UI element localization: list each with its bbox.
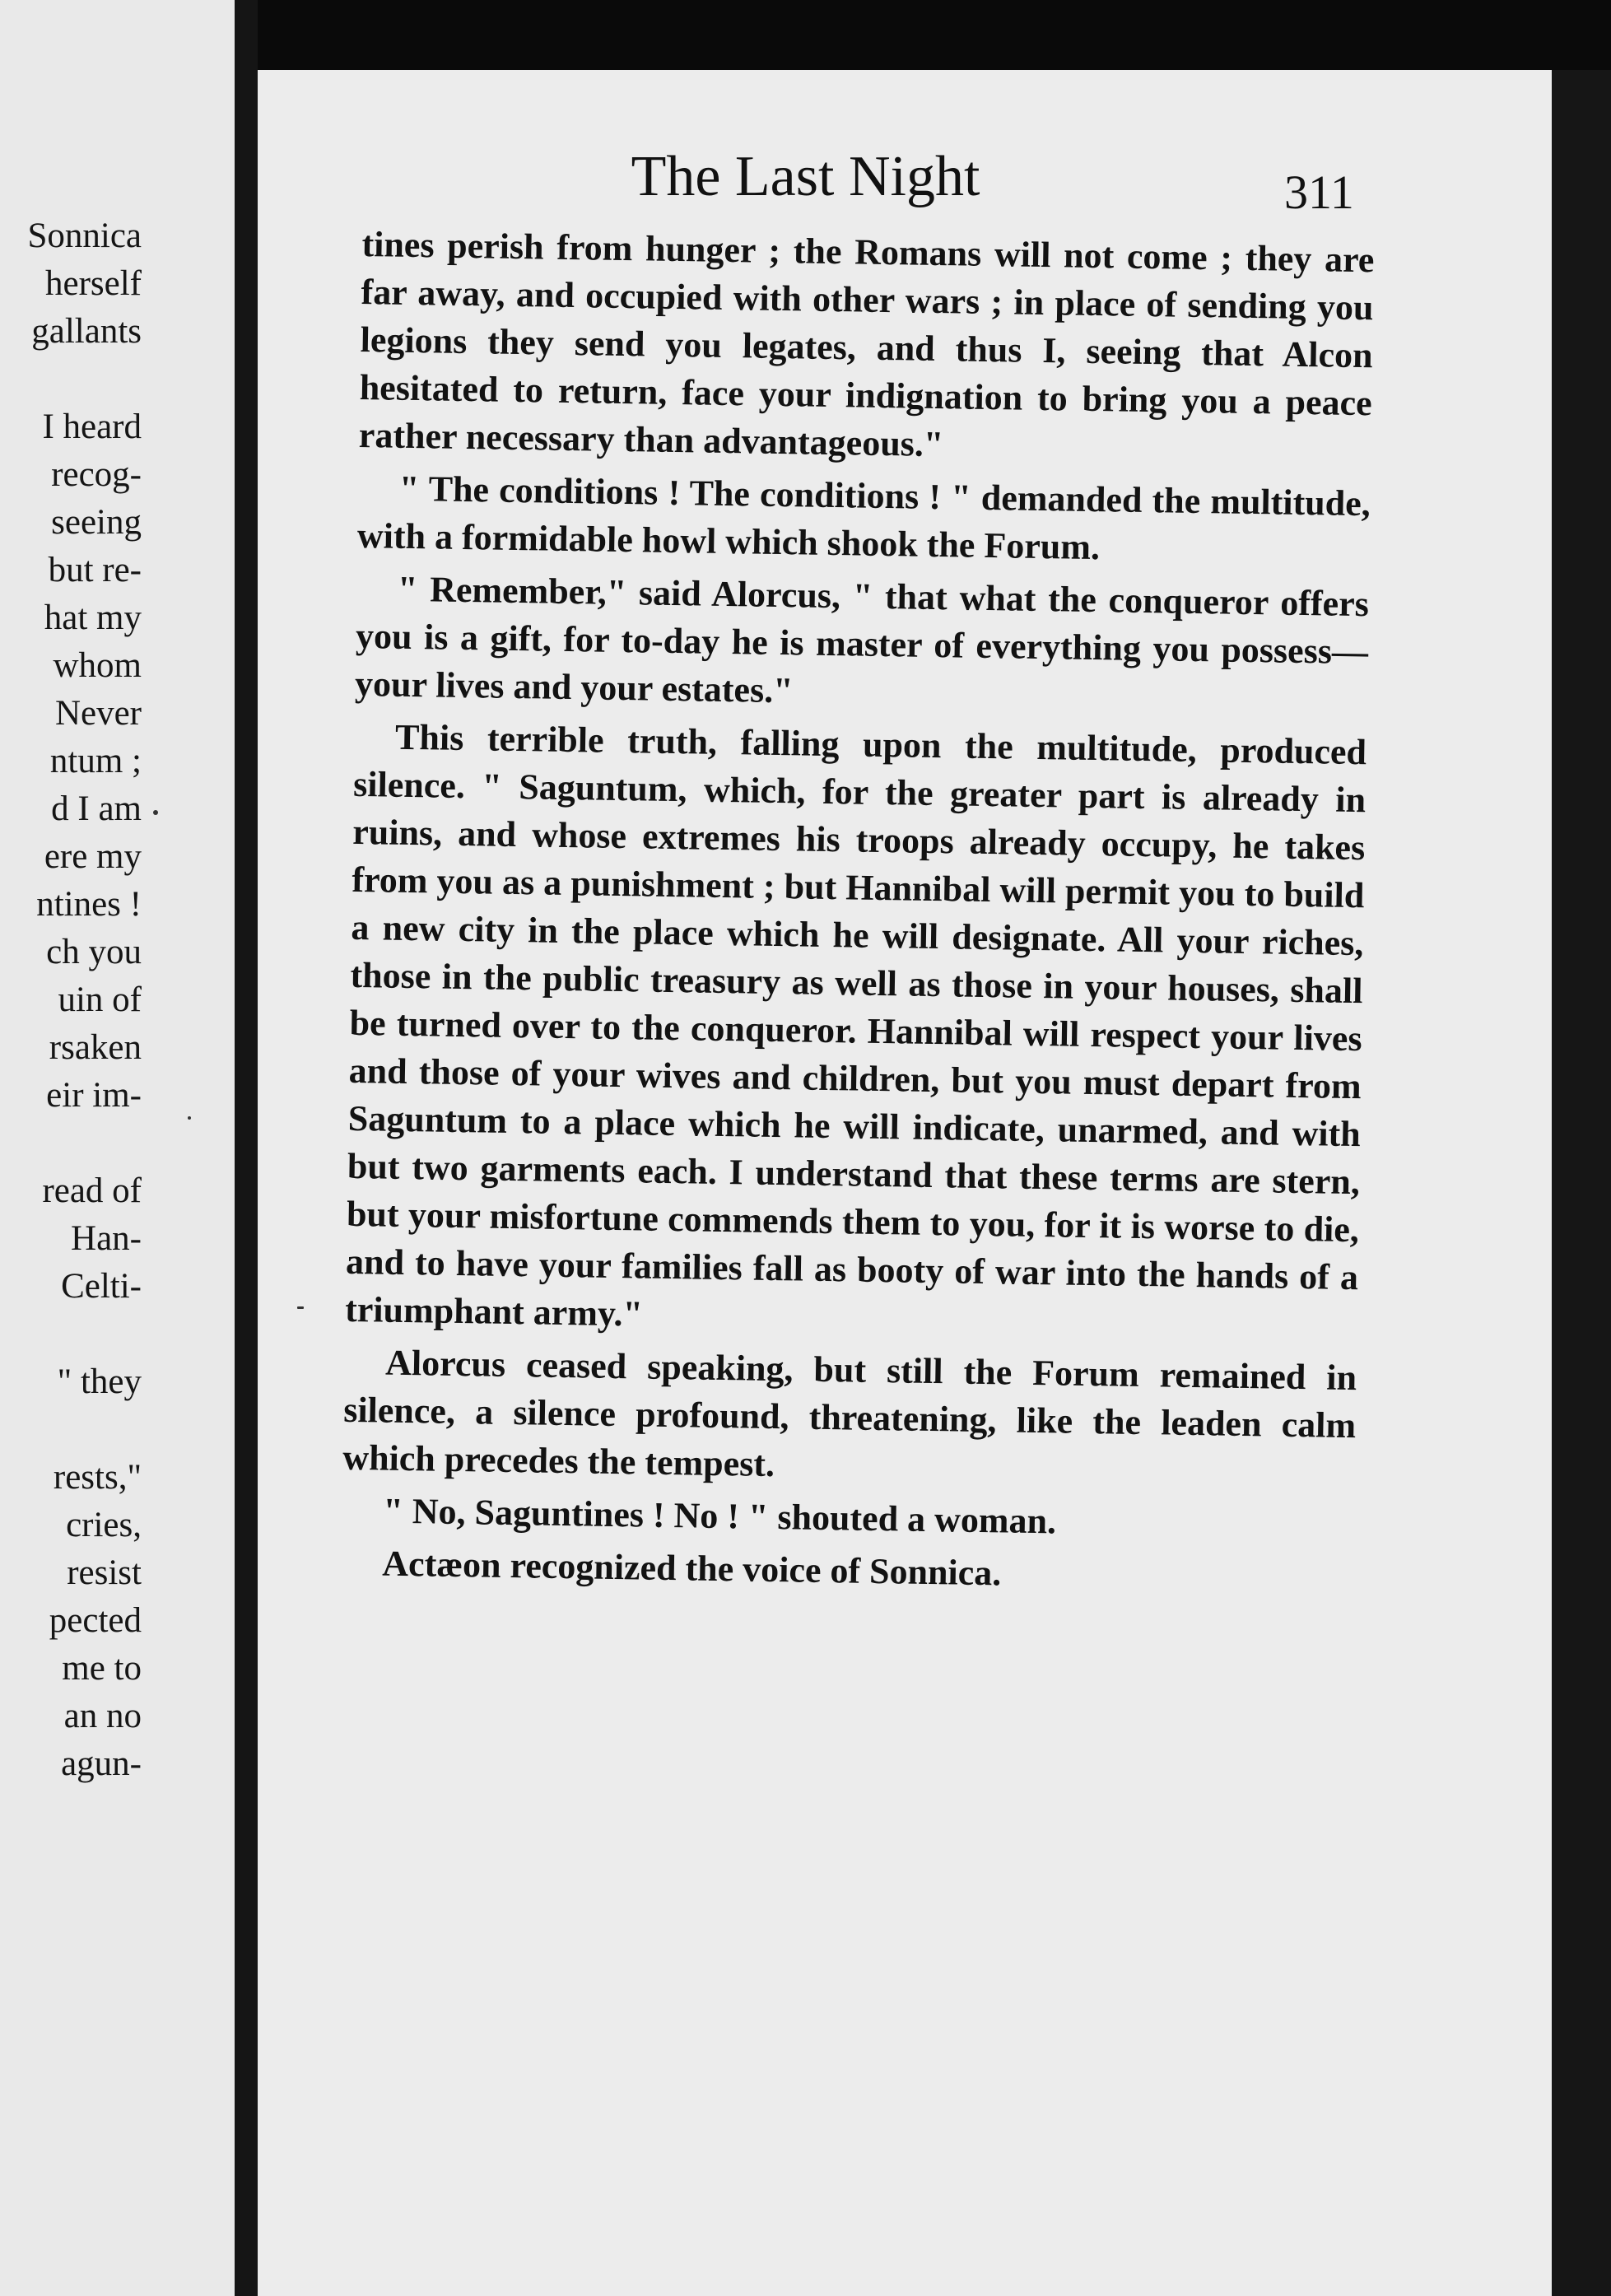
left-page-line: resist [67,1553,142,1592]
paragraph: Alorcus ceased speaking, but still the Forum remained in silence, a silence profound, threatening, like the leaden calm which precedes the tempest. [342,1342,1357,1485]
running-title: The Last Night [631,145,980,208]
page-number: 311 [1284,165,1354,219]
left-page-line: I heard [42,408,142,446]
left-page-line: Never [54,694,142,733]
left-page-line [0,356,142,403]
left-page-line: pected [49,1601,142,1640]
scan-speck [153,810,158,815]
left-page-line [0,1311,142,1358]
scan-speck [188,1116,191,1120]
left-page-line: Han- [71,1219,142,1258]
left-page-line: cries, [66,1506,142,1544]
paragraph: tines perish from hunger ; the Romans will not come ; they are far away, and occupied with other wars ; in place of sending you legions they send you legates, and thus I, seeing that Alcon hesitated to return, face your indignation to bring you a peace rather necessary than advantageous." [358,223,1375,465]
left-page-line: rsaken [49,1028,142,1067]
left-page-line: ntum ; [49,742,142,780]
left-page-line: eir im- [46,1076,142,1115]
left-page [0,0,235,2296]
left-page-line [0,1406,142,1454]
left-page-line: d I am [51,789,142,828]
left-page-line: rests," [53,1458,142,1497]
left-page-line: read of [42,1171,142,1210]
left-page-line: but re- [48,551,142,589]
paragraph: This terrible truth, falling upon the multitude, produced silence. " Saguntum, which, for the greater part is already in ruins, and whose extremes his troops already occupy, he takes from you as a punishment ; but Hannibal will permit you to build a new city in the place which he will designate. All your riches, those in the public treasury as well as those in your houses, shall be turned over to the conqueror. Hannibal will respect your lives and those of your wives and children, but you must depart from Saguntum to a place which he will indicate, unarmed, and with but two garments each. I understand that these terms are stern, but your misfortune commends them to you, for it is worse to die, and to have your families fall as booty of war into the hands of a triumphant army." [344,716,1367,1334]
right-page-edge [1552,70,1611,2296]
left-page-line: " they [57,1362,142,1401]
left-page-line: uin of [58,980,142,1019]
left-page-line: herself [45,264,142,303]
left-page-line [0,1120,142,1167]
left-page-line: Sonnica [27,217,142,255]
left-page-text [0,212,142,1788]
paragraph: " Remember," said Alorcus, " that what the conqueror offers you is a gift, for to-day he is master of everything you possess—your lives and your estates." [354,568,1370,711]
paragraph: Actæon recognized the voice of Sonnica. [381,1543,1002,1594]
left-page-line: seeing [51,503,142,542]
page-gutter [235,0,258,2296]
left-page-line: ere my [44,837,142,876]
left-page-line: recog- [51,455,142,494]
body-text [341,221,1375,1603]
left-page-line: whom [53,646,142,685]
left-page-line: Celti- [61,1267,142,1306]
paragraph: " No, Saguntines ! No ! " shouted a woman. [383,1490,1057,1542]
scan-speck [297,1306,304,1309]
left-page-line: hat my [44,598,142,637]
paragraph: " The conditions ! The conditions ! " demanded the multitude, with a formidable howl which shook the Forum. [356,468,1371,568]
left-page-line: gallants [31,312,142,351]
left-page-line: agun- [61,1744,142,1783]
left-page-line: ch you [46,933,142,971]
left-page-line: me to [62,1649,142,1688]
left-page-line: ntines ! [36,885,142,924]
left-page-line: an no [63,1697,142,1735]
